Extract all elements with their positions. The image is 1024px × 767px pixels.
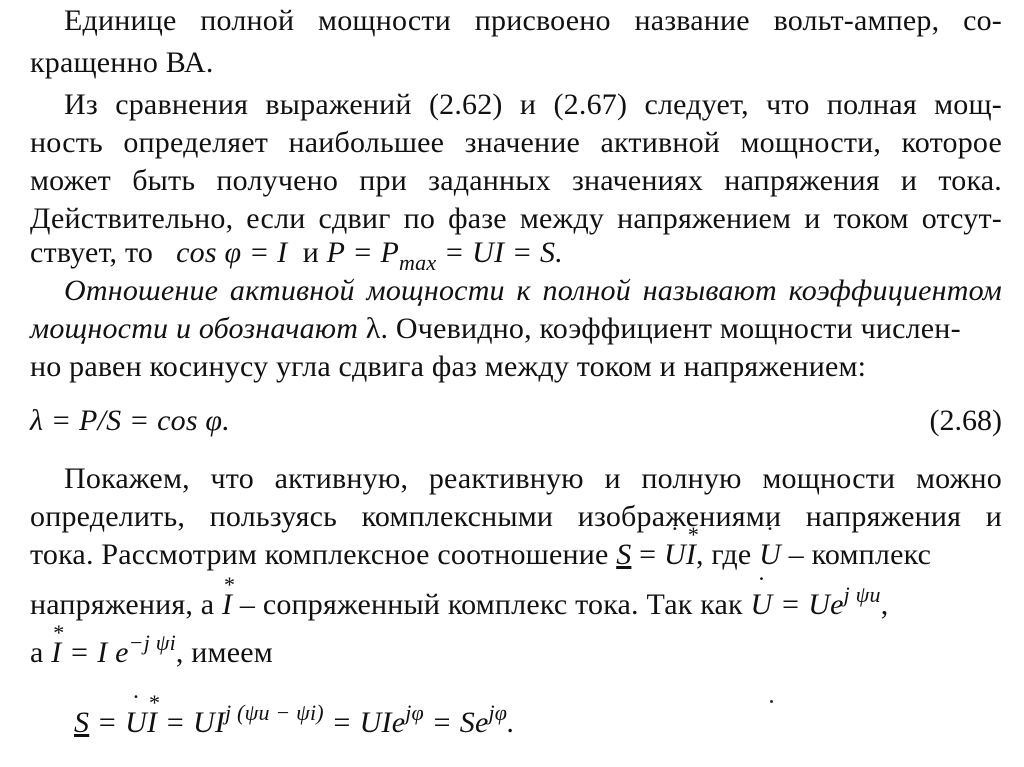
final-period: .	[507, 706, 515, 739]
conjugate-current-i-3: I *	[51, 636, 61, 670]
p2-line-4: Действительно, если сдвиг по фазе между напряжением и током отсут-	[30, 202, 1002, 235]
p3-line-2	[0, 312, 1024, 346]
i-exponent-base: = I e	[61, 636, 129, 669]
equation-number-2-68: (2.68)	[929, 404, 1002, 437]
complex-voltage-u-3: U ˙	[751, 588, 773, 622]
p1-line-2: кращенно ВА.	[30, 46, 214, 79]
p-equals-pmax: P = P	[326, 236, 400, 269]
final-eq-4: = Se	[423, 706, 489, 739]
p4-line-4-mid: – сопряженный комплекс тока. Так как	[232, 588, 743, 621]
we-have-word: , имеем	[175, 636, 273, 669]
p4-line-3-text: тока. Рассмотрим комплексное соотношение	[30, 538, 609, 571]
comma: ,	[880, 588, 889, 621]
p4-line-1: Покажем, что активную, реактивную и полную мощности можно	[64, 462, 1002, 495]
final-eq-1: =	[89, 706, 126, 739]
p3-line-2-italic: мощности и обозначают	[30, 312, 359, 345]
final-u: U ˙	[125, 706, 147, 740]
p4-line-5	[0, 626, 1024, 670]
psi-u-exponent: j ψu	[843, 582, 881, 607]
cos-phi-equals-i: cos φ = I	[176, 236, 288, 269]
complex-power-s: S	[616, 538, 632, 571]
final-i: I *	[147, 706, 157, 740]
conjugate-current-i-2: I *	[222, 588, 232, 622]
complex-word: – комплекс	[780, 538, 932, 571]
p2-line-2: ность определяет наибольшее значение активной мощности, которое	[30, 126, 1002, 159]
conjugate-current-i: I *	[686, 538, 696, 572]
ui-equals-s: = UI = S.	[436, 236, 563, 269]
p4-line-4-text: напряжения, а	[30, 588, 215, 621]
p4-line-2: определить, пользуясь комплексными изображениями напряжения и	[30, 500, 1002, 533]
equation-2-68: λ = P/S = cos φ.	[30, 404, 230, 437]
p2-line-3: может быть получено при заданных значениях напряжения и тока.	[30, 164, 1002, 197]
final-sup-1: j (ψu − ψi)	[225, 700, 324, 725]
p3-line-1: Отношение активной мощности к полной называют коэффициентом	[64, 274, 1002, 307]
max-subscript: max	[399, 250, 437, 275]
u-exponent-base: = Ue	[772, 588, 844, 621]
final-s: S	[74, 706, 90, 739]
where-word: , где	[696, 538, 752, 571]
and-word: и	[302, 236, 319, 269]
psi-i-exponent: −j ψi	[128, 630, 176, 655]
complex-voltage-u: U ˙	[664, 538, 686, 572]
complex-voltage-u-2: U ˙	[759, 538, 781, 572]
p4-line-4	[0, 578, 1024, 622]
a-word: а	[30, 636, 44, 669]
p1-line-1: Единице полной мощности присвоено название вольт-ампер, со-	[64, 4, 1002, 37]
final-eq-3: = UIe	[323, 706, 406, 739]
p4-line-3	[0, 538, 1024, 572]
scan-speck	[770, 700, 773, 703]
final-sup-2: jφ	[405, 700, 424, 725]
p2-line-5-text: ствует, то	[30, 236, 154, 269]
p2-line-1: Из сравнения выражений (2.62) и (2.67) следует, что полная мощ-	[64, 88, 1002, 121]
equals-sign: =	[631, 538, 664, 571]
p3-line-2-text: λ. Очевидно, коэффициент мощности числен-	[365, 312, 961, 345]
p3-line-3: но равен косинусу угла сдвига фаз между током и напряжением:	[30, 350, 867, 383]
final-eq-2: = UI	[157, 706, 226, 739]
final-sup-3: jφ	[488, 700, 508, 725]
equation-complex-power	[0, 696, 1024, 740]
